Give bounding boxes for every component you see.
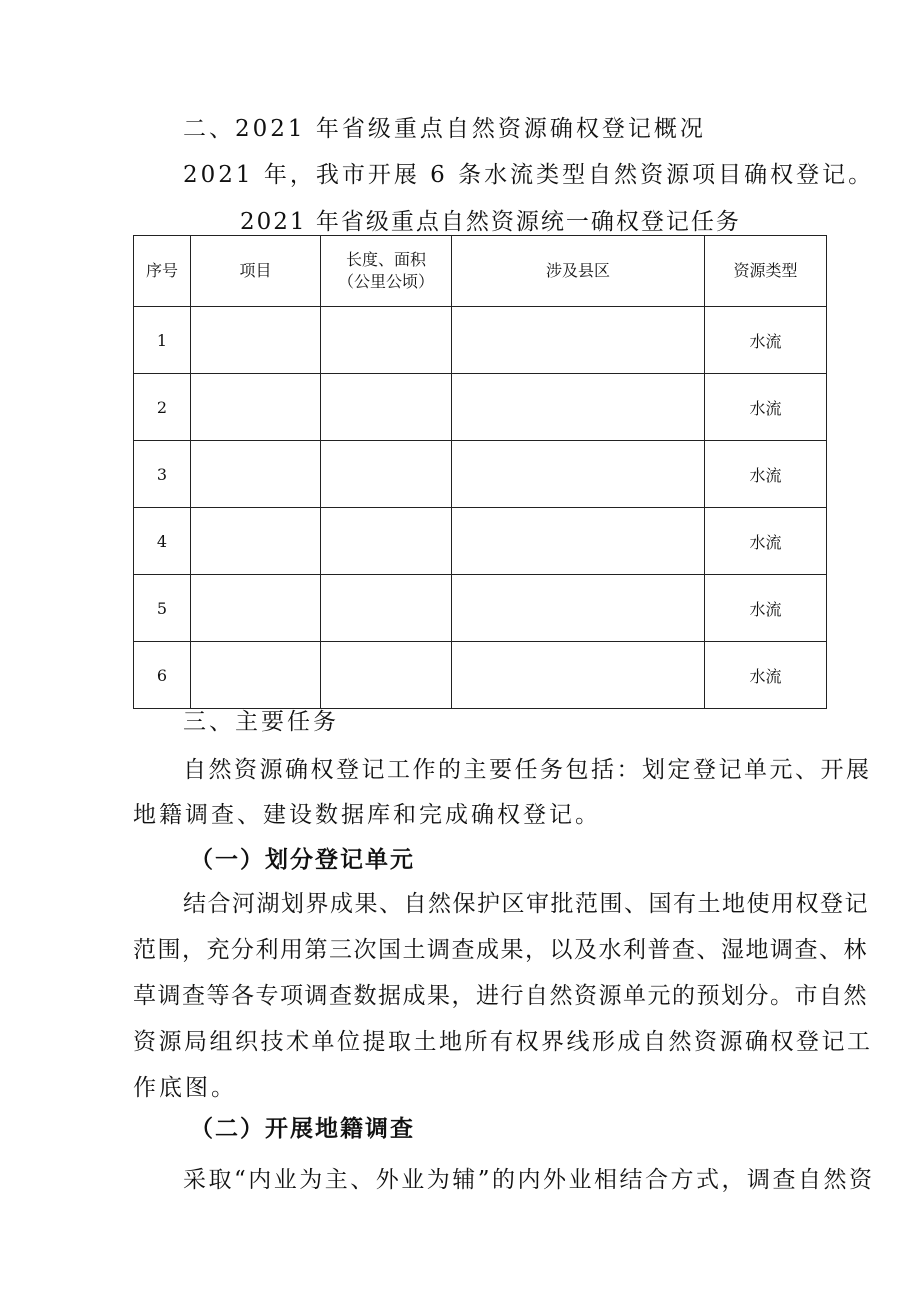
cell-project (191, 441, 321, 508)
cell-counties (452, 642, 705, 709)
cell-project (191, 374, 321, 441)
header-size-line2: （公里公顷） (337, 272, 434, 291)
cell-counties (452, 307, 705, 374)
sub2-heading: （二）开展地籍调查 (190, 1116, 415, 1142)
cell-type: 水流 (705, 441, 827, 508)
cell-counties (452, 441, 705, 508)
header-size (321, 236, 452, 307)
section3-para-line-1: 自然资源确权登记工作的主要任务包括：划定登记单元、开展 (183, 757, 872, 783)
cell-project (191, 307, 321, 374)
cell-size (321, 307, 452, 374)
table-row (134, 575, 827, 642)
cell-type: 水流 (705, 374, 827, 441)
registration-task-table (133, 235, 827, 709)
cell-size (321, 642, 452, 709)
cell-project (191, 575, 321, 642)
sub1-para-line-4: 资源局组织技术单位提取土地所有权界线形成自然资源确权登记工 (133, 1029, 873, 1055)
section3-heading: 三、主要任务 (183, 709, 339, 735)
section2-heading: 二、2021 年省级重点自然资源确权登记概况 (183, 116, 706, 142)
section3-para-line-2: 地籍调查、建设数据库和完成确权登记。 (133, 802, 601, 828)
cell-type: 水流 (705, 508, 827, 575)
header-type: 资源类型 (705, 236, 827, 307)
cell-seq: 3 (134, 441, 191, 508)
cell-size (321, 575, 452, 642)
cell-counties (452, 374, 705, 441)
cell-counties (452, 508, 705, 575)
table-row (134, 441, 827, 508)
cell-project (191, 642, 321, 709)
cell-seq: 2 (134, 374, 191, 441)
table-header-row (134, 236, 827, 307)
sub1-para-line-3: 草调查等各专项调查数据成果，进行自然资源单元的预划分。市自然 (133, 983, 868, 1009)
cell-seq: 4 (134, 508, 191, 575)
table-caption: 2021 年省级重点自然资源统一确权登记任务 (240, 209, 741, 235)
cell-size (321, 508, 452, 575)
sub1-para-line-1: 结合河湖划界成果、自然保护区审批范围、国有土地使用权登记 (183, 891, 869, 917)
sub2-para-line-1: 采取“内业为主、外业为辅”的内外业相结合方式，调查自然资 (183, 1167, 875, 1193)
header-project: 项目 (191, 236, 321, 307)
cell-size (321, 374, 452, 441)
cell-type: 水流 (705, 642, 827, 709)
sub1-heading: （一）划分登记单元 (190, 847, 415, 873)
header-seq: 序号 (134, 236, 191, 307)
header-size-line1: 长度、面积 (345, 250, 426, 269)
section2-text: 2021 年，我市开展 6 条水流类型自然资源项目确权登记。 (183, 162, 875, 188)
table-row (134, 508, 827, 575)
sub1-para-line-2: 范围，充分利用第三次国土调查成果，以及水利普查、湿地调查、林 (133, 937, 868, 963)
cell-counties (452, 575, 705, 642)
sub1-para-line-5: 作底图。 (133, 1075, 237, 1101)
cell-seq: 1 (134, 307, 191, 374)
cell-seq: 6 (134, 642, 191, 709)
cell-type: 水流 (705, 575, 827, 642)
table-row (134, 307, 827, 374)
cell-type: 水流 (705, 307, 827, 374)
header-counties: 涉及县区 (452, 236, 705, 307)
table-row (134, 374, 827, 441)
cell-project (191, 508, 321, 575)
cell-seq: 5 (134, 575, 191, 642)
cell-size (321, 441, 452, 508)
table-row (134, 642, 827, 709)
